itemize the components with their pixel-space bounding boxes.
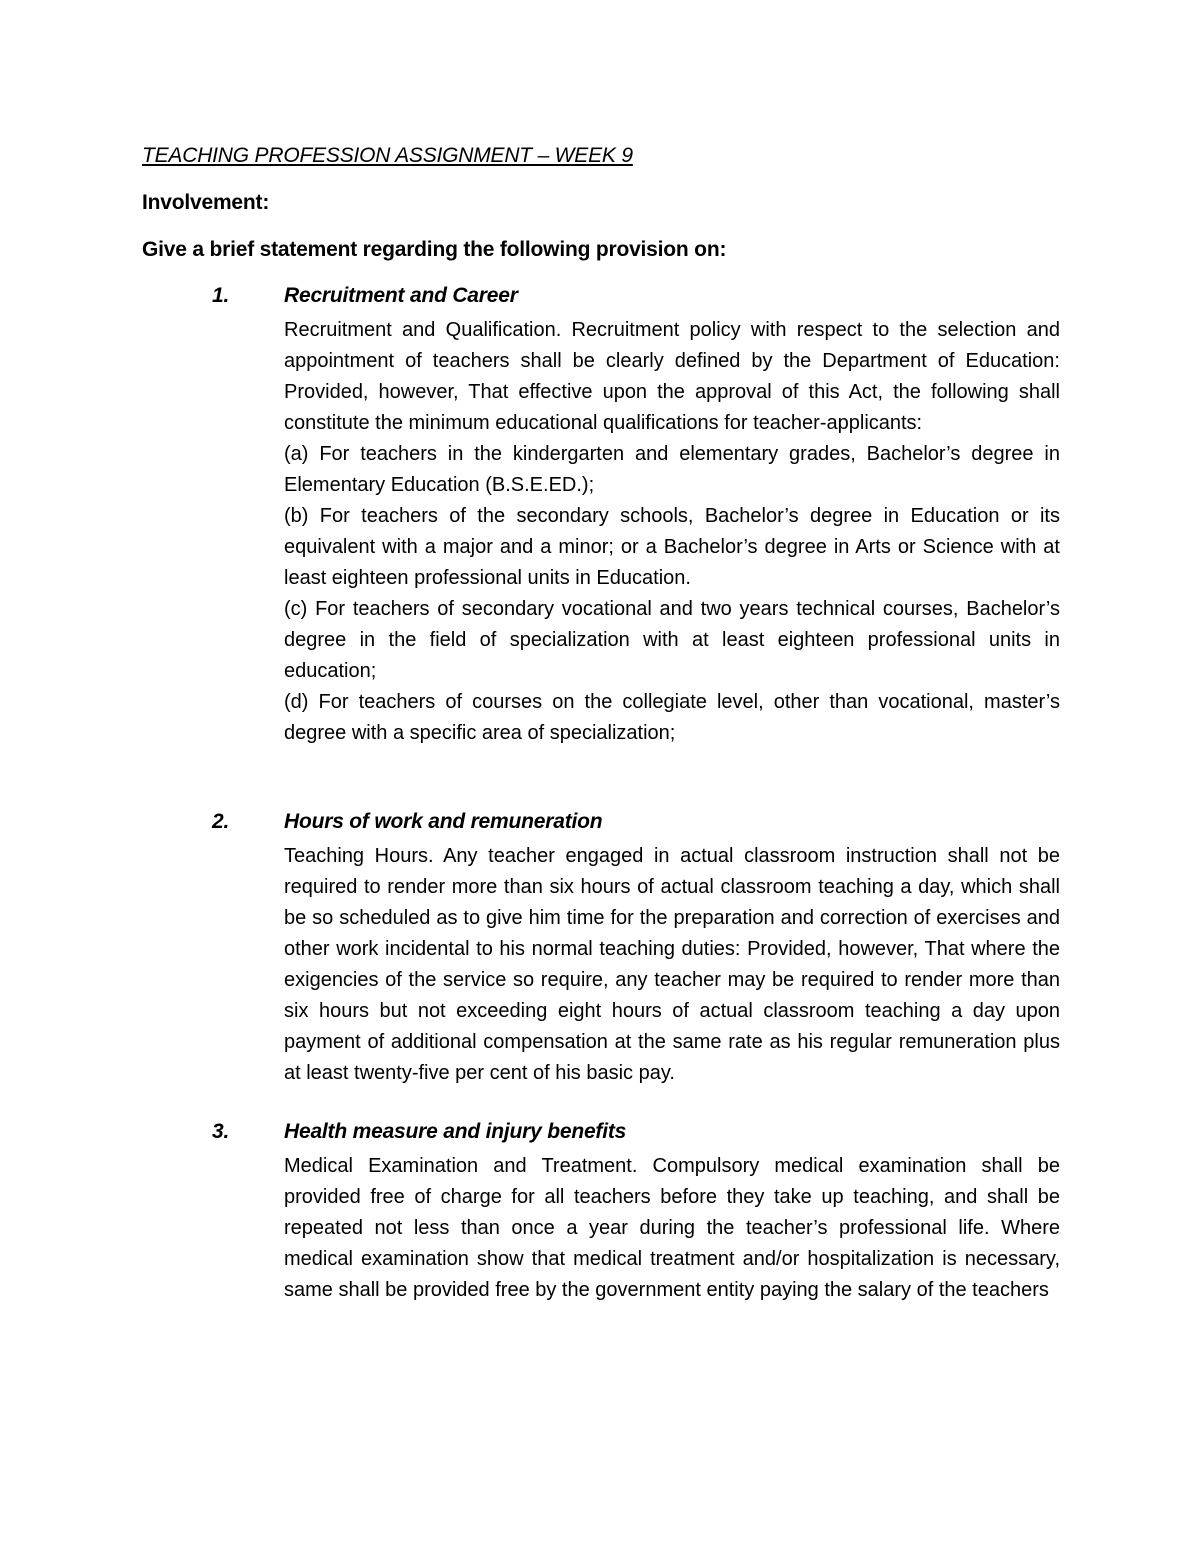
provision-paragraph: Medical Examination and Treatment. Compulsory medical examination shall be provided free of charge for all teachers before they take up teaching, and shall be repeated not less than once a year during the teacher’s professional life. Where medical examination show that medical treatment and/or hospitalization is necessary, same shall be provided free by the government entity paying the salary of the teachers [284, 1155, 1060, 1301]
provision-paragraph: Teaching Hours. Any teacher engaged in actual classroom instruction shall not be required to render more than six hours of actual classroom teaching a day, which shall be so scheduled as to give him time for the preparation and correction of exercises and other work incidental to his normal teaching duties: Provided, however, That where the exigencies of the service so require, any teacher may be required to render more than six hours but not exceeding eight hours of actual classroom teaching a day upon payment of additional compensation at the same rate as his regular remuneration plus at least twenty-five per cent of his basic pay. [284, 845, 1060, 1084]
provision-paragraph: Recruitment and Qualification. Recruitment policy with respect to the selection and appointment of teachers shall be clearly defined by the Department of Education: Provided, however, That effective upon the approval of this Act, the following shall constitute the minimum educational qualifications for teacher-applicants: [284, 319, 1060, 434]
provision-body [284, 315, 1060, 749]
provision-item-1 [142, 284, 1060, 749]
instruction-text: Give a brief statement regarding the following provision on: [142, 238, 727, 261]
provision-heading: Hours of work and remuneration [284, 810, 603, 833]
provision-number: 1. [212, 284, 230, 307]
provision-heading-row [142, 1120, 1060, 1151]
provision-paragraph: (a) For teachers in the kindergarten and elementary grades, Bachelor’s degree in Elementary Education (B.S.E.ED.); [284, 443, 1060, 496]
provision-number: 2. [212, 810, 230, 833]
provision-body [284, 841, 1060, 1089]
assignment-title: TEACHING PROFESSION ASSIGNMENT – WEEK 9 [142, 144, 633, 167]
provision-heading: Recruitment and Career [284, 284, 518, 307]
provision-heading: Health measure and injury benefits [284, 1120, 627, 1143]
provision-heading-row [142, 284, 1060, 315]
provision-body [284, 1151, 1060, 1306]
provision-paragraph: (b) For teachers of the secondary schools, Bachelor’s degree in Education or its equivalent with a major and a minor; or a Bachelor’s degree in Arts or Science with at least eighteen professional units in Education. [284, 505, 1060, 589]
provision-paragraph: (c) For teachers of secondary vocational and two years technical courses, Bachelor’s degree in the field of specialization with at least eighteen professional units in education; [284, 598, 1060, 682]
provision-item-3 [142, 1120, 1060, 1306]
provision-paragraph: (d) For teachers of courses on the collegiate level, other than vocational, master’s degree with a specific area of specialization; [284, 691, 1060, 744]
provision-item-2 [142, 810, 1060, 1089]
provision-heading-row [142, 810, 1060, 841]
involvement-label: Involvement: [142, 191, 270, 214]
provision-number: 3. [212, 1120, 230, 1143]
